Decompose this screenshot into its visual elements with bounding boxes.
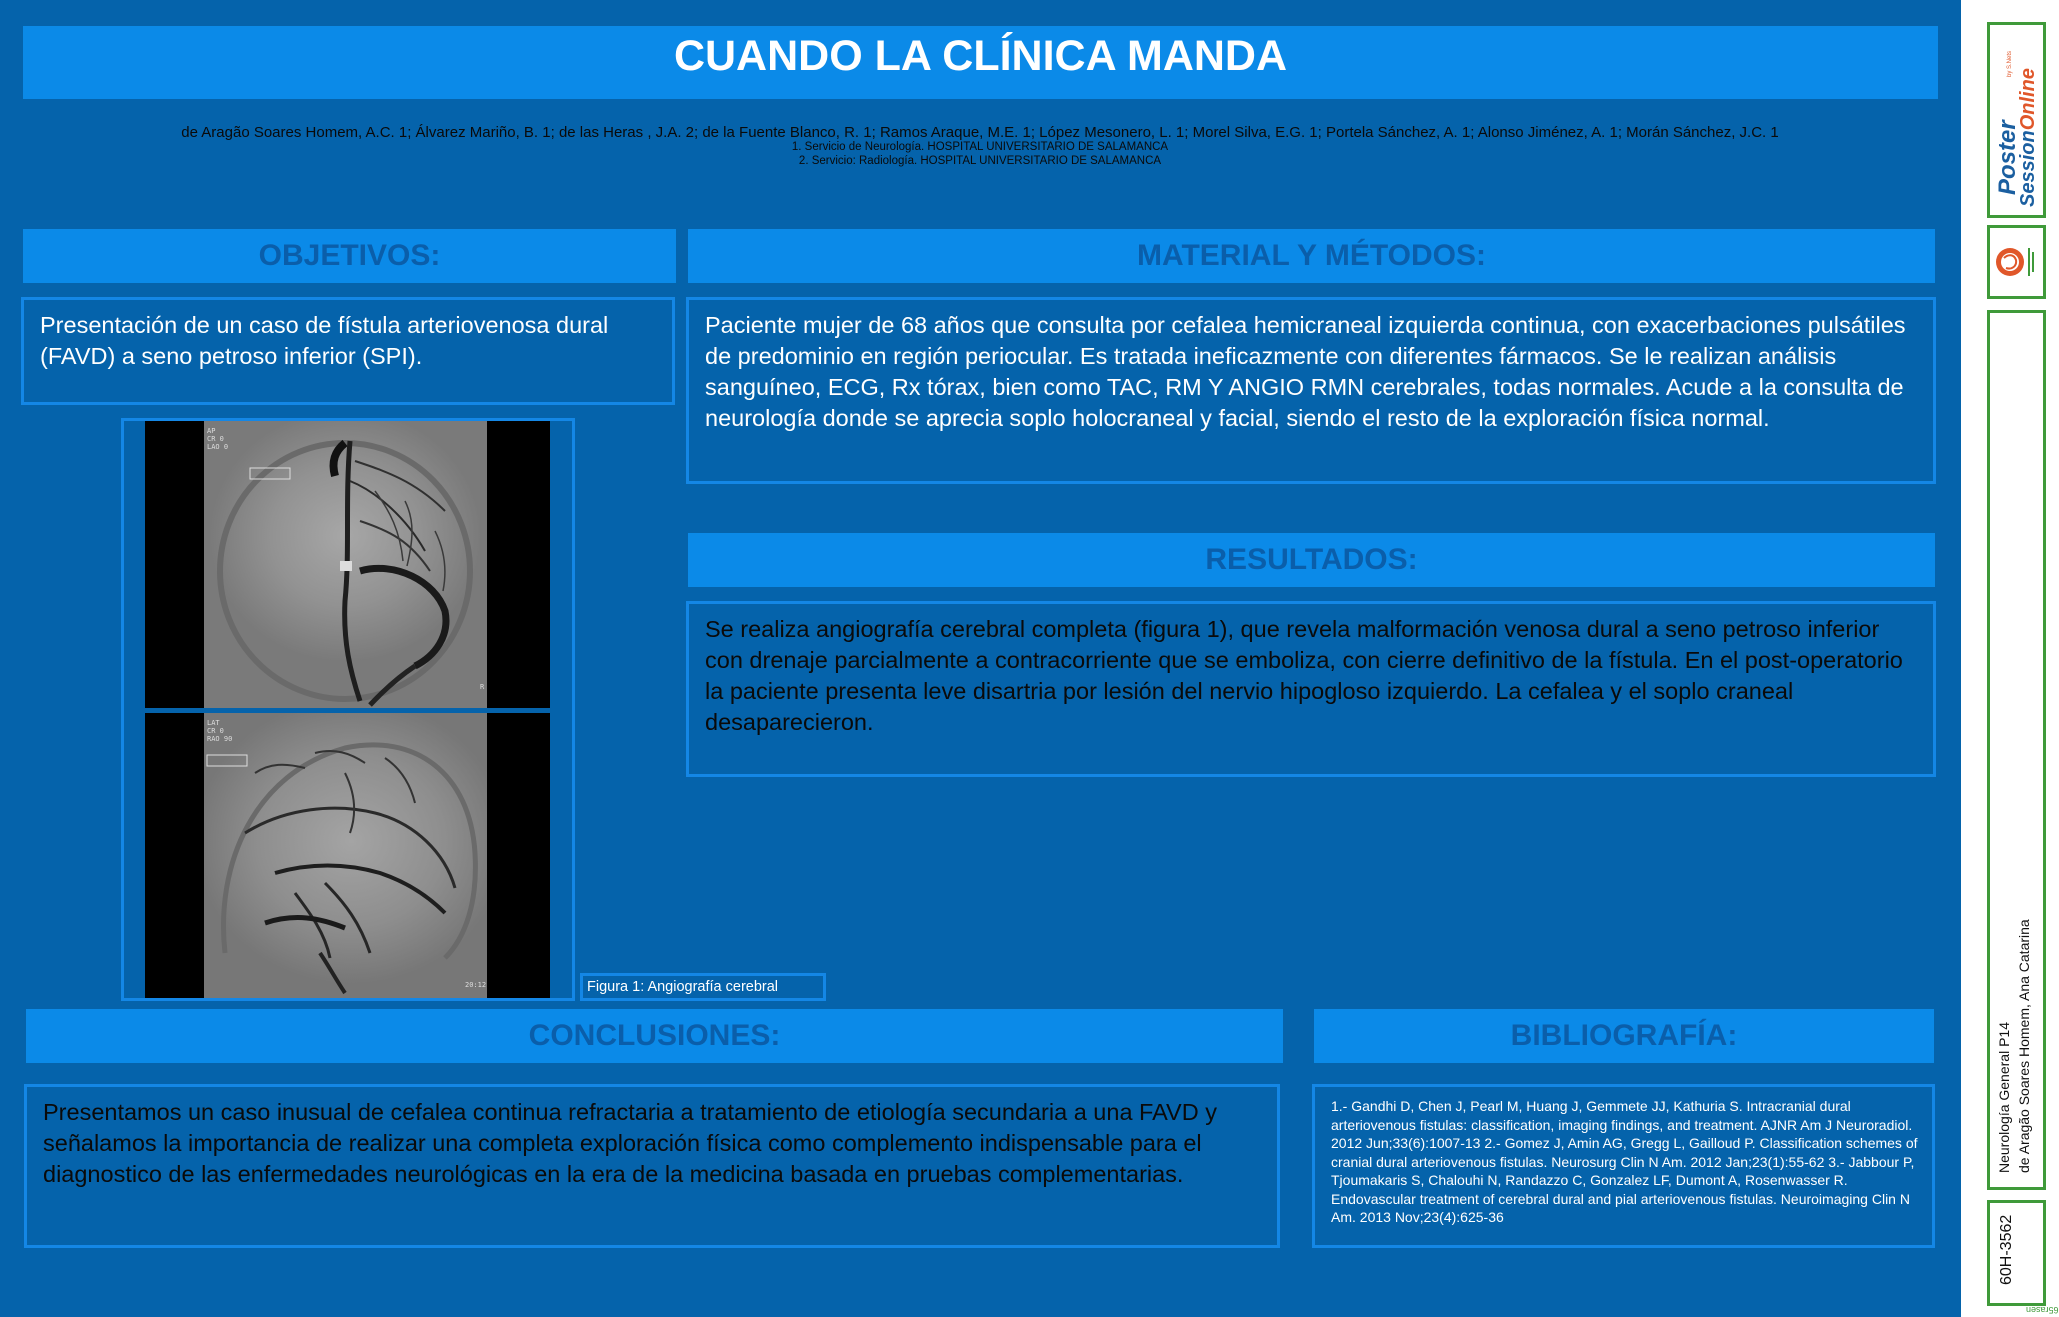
conclusiones-text: Presentamos un caso inusual de cefalea continua refractaria a tratamiento de etiología secundaria a una FAVD y señalamos la importancia de realizar una completa exploración física como complemento indispensable para el diagnostico de las enfermedades neurológicas en la era de la medicina basada en pruebas complementarias. xyxy=(43,1099,1217,1187)
material-box xyxy=(686,297,1936,484)
resultados-box xyxy=(686,601,1936,777)
logo-session-word: SessionOnline xyxy=(2017,68,2039,207)
resultados-text: Se realiza angiografía cerebral completa (figura 1), que revela malformación venosa dural a seno petroso inferior con drenaje parcialmente a contracorriente que se emboliza, con cierre definitivo de la fístula. En el post-operatorio la paciente presenta leve disartria por lesión del nervio hipogloso izquierdo. La cefalea y el soplo craneal desaparecieron. xyxy=(705,616,1903,735)
poster-session-logo xyxy=(1987,22,2046,218)
ap-vessels xyxy=(145,421,550,708)
poster-code-box xyxy=(1987,1200,2059,1315)
figure-caption: Figura 1: Angiografía cerebral xyxy=(580,973,826,1001)
objetivos-box xyxy=(21,297,675,405)
session-author: de Aragão Soares Homem, Ana Catarina xyxy=(2016,919,2032,1173)
society-logo-icon xyxy=(1990,228,2043,296)
affiliation-1: 1. Servicio de Neurología. HOSPITAL UNIVERSITARIO DE SALAMANCA xyxy=(791,141,1169,153)
objetivos-heading: OBJETIVOS: xyxy=(23,229,676,283)
resultados-heading: RESULTADOS: xyxy=(688,533,1935,587)
session-info-box xyxy=(1987,310,2046,1190)
ap-overlay-text: AP CR 0 LAO 0 xyxy=(207,427,229,451)
footer-mark: 65rasen xyxy=(2026,1305,2059,1315)
logo-by-text: by S.Nets xyxy=(2007,50,2013,77)
ap-orientation-label: R xyxy=(480,683,485,691)
conclusiones-heading: CONCLUSIONES: xyxy=(26,1009,1283,1063)
lateral-overlay-text: LAT CR 0 RAO 90 xyxy=(207,719,233,743)
bibliografia-box xyxy=(1312,1084,1935,1248)
bibliografia-text: 1.- Gandhi D, Chen J, Pearl M, Huang J, Gemmete JJ, Kathuria S. Intracranial dural arteriovenous fistulas: classification, imaging findings, and treatment. AJNR Am J Neuroradiol. 2012 Jun;33(6):1007-13 2.- Gomez J, Amin AG, Gregg L, Gailloud P. Classification schemes of cranial dural arteriovenous fistulas. Neurosurg Clin N Am. 2012 Jan;23(1):55-62 3.- Jabbour P, Tjoumakaris S, Chalouhi N, Randazzo C, Gonzalez LF, Dumont A, Rosenwasser R. Endovascular treatment of cerebral dural and pial arteriovenous fistulas. Neuroimaging Clin N Am. 2013 Nov;23(4):625-36 xyxy=(1331,1098,1918,1225)
society-logo-box xyxy=(1987,225,2046,299)
lateral-frame-number: 20:12 xyxy=(465,981,487,989)
poster-title: CUANDO LA CLÍNICA MANDA xyxy=(23,26,1938,99)
poster-code: 60H-3562 xyxy=(1998,1214,2015,1285)
objetivos-text: Presentación de un caso de fístula arteriovenosa dural (FAVD) a seno petroso inferior (SPI). xyxy=(40,312,609,369)
session-label: Neurología General P14 xyxy=(1996,1022,2012,1173)
authors-line: de Aragão Soares Homem, A.C. 1; Álvarez Mariño, B. 1; de las Heras , J.A. 2; de la Fuente Blanco, R. 1; Ramos Araque, M.E. 1; López Mesonero, L. 1; Morel Silva, E.G. 1; Portela Sánchez, A. 1; Alonso Jiménez, A. 1; Morán Sánchez, J.C. 1 xyxy=(181,124,1779,141)
logo-poster-word: Poster xyxy=(1994,120,2021,195)
affiliation-2: 2. Servicio: Radiología. HOSPITAL UNIVERSITARIO DE SALAMANCA xyxy=(798,155,1162,167)
sidebar xyxy=(1961,0,2059,1317)
conclusiones-box xyxy=(24,1084,1280,1248)
bibliografia-heading: BIBLIOGRAFÍA: xyxy=(1314,1009,1934,1063)
material-heading: MATERIAL Y MÉTODOS: xyxy=(688,229,1935,283)
angiography-lateral-image xyxy=(145,713,550,998)
angiography-ap-image xyxy=(145,421,550,708)
lateral-vessels xyxy=(145,713,550,998)
material-text: Paciente mujer de 68 años que consulta por cefalea hemicraneal izquierda continua, con exacerbaciones pulsátiles de predominio en región periocular. Es tratada ineficazmente con diferentes fármacos. Se le realizan análisis sanguíneo, ECG, Rx tórax, bien como TAC, RM Y ANGIO RMN cerebrales, todas normales. Acude a la consulta de neurología donde se aprecia soplo holocraneal y facial, siendo el resto de la exploración física normal. xyxy=(705,312,1906,431)
